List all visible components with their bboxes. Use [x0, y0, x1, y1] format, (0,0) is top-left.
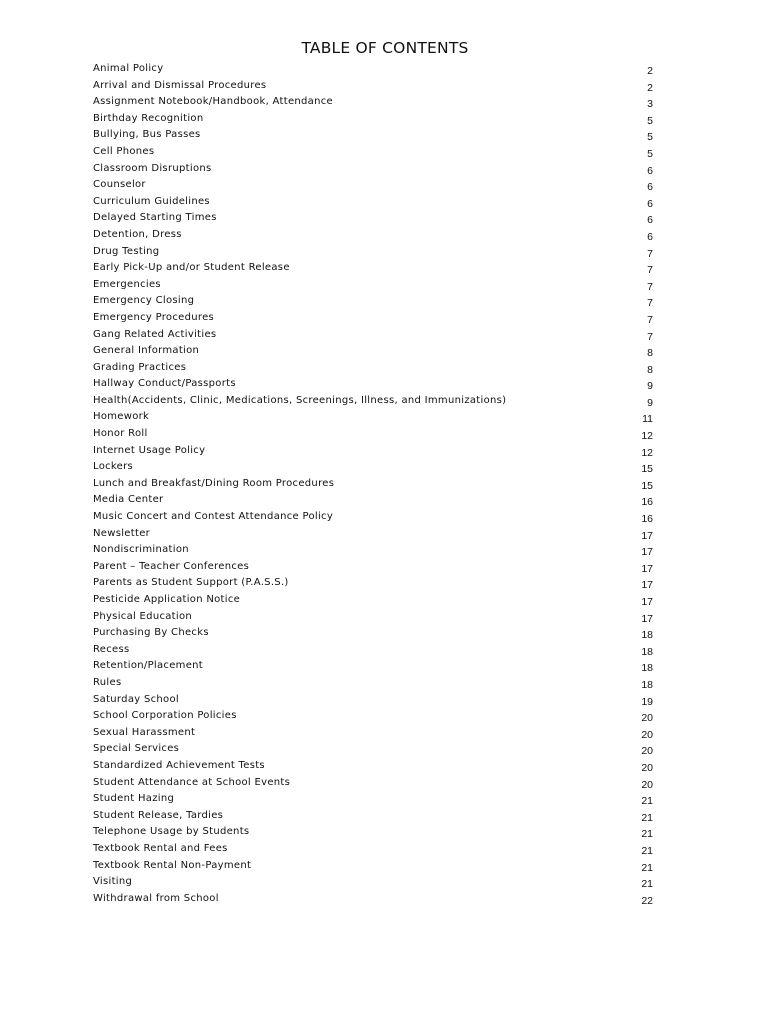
- toc-entry-label: Physical Education: [93, 610, 193, 622]
- toc-entry-label: Recess: [93, 643, 130, 655]
- toc-entry-label: Curriculum Guidelines: [93, 195, 210, 207]
- toc-entry-page-number: 6: [647, 214, 653, 227]
- toc-entry: [93, 775, 653, 792]
- toc-entry-page-number: 15: [641, 479, 653, 492]
- toc-entry-page-number: 20: [641, 778, 653, 791]
- toc-entry: [93, 293, 653, 310]
- toc-entry-label: Hallway Conduct/Passports: [93, 378, 236, 390]
- toc-entry: [93, 210, 653, 227]
- toc-entry: [93, 609, 653, 626]
- toc-entry: [93, 575, 653, 592]
- toc-entry-label: Lockers: [93, 461, 134, 473]
- toc-entry: [93, 542, 653, 559]
- toc-entry-label: Emergency Closing: [93, 295, 195, 307]
- toc-entry-page-number: 21: [641, 828, 653, 841]
- toc-entry-page-number: 6: [647, 197, 653, 210]
- toc-entry-label: Lunch and Breakfast/Dining Room Procedures: [93, 477, 335, 489]
- toc-entry: [93, 277, 653, 294]
- toc-entry-page-number: 7: [647, 280, 653, 293]
- toc-entry-page-number: 9: [647, 396, 653, 409]
- toc-entry-page-number: 16: [641, 513, 653, 526]
- toc-entry-page-number: 20: [641, 728, 653, 741]
- toc-entry-page-number: 7: [647, 264, 653, 277]
- toc-entry: [93, 459, 653, 476]
- toc-entry-label: Birthday Recognition: [93, 112, 204, 124]
- toc-entry: [93, 194, 653, 211]
- toc-entry-page-number: 8: [647, 363, 653, 376]
- toc-entry-label: Internet Usage Policy: [93, 444, 206, 456]
- toc-entry-label: General Information: [93, 345, 200, 357]
- toc-entry-label: Animal Policy: [93, 63, 164, 74]
- toc-entry-page-number: 2: [647, 81, 653, 94]
- toc-entry-page-number: 6: [647, 164, 653, 177]
- toc-entry-page-number: 3: [647, 98, 653, 111]
- toc-entry-label: Parent – Teacher Conferences: [93, 560, 250, 572]
- toc-entry-label: Textbook Rental and Fees: [93, 842, 228, 854]
- toc-entry: [93, 625, 653, 642]
- toc-entry-page-number: 7: [647, 330, 653, 343]
- toc-entry: [93, 642, 653, 659]
- toc-entry-page-number: 17: [641, 612, 653, 625]
- toc-entry-label: Honor Roll: [93, 428, 148, 440]
- toc-entry-label: Pesticide Application Notice: [93, 594, 241, 605]
- toc-entry-page-number: 5: [647, 147, 653, 160]
- toc-entry-page-number: 17: [641, 562, 653, 575]
- toc-entry-label: Emergency Procedures: [93, 311, 215, 323]
- toc-entry-label: Drug Testing: [93, 245, 160, 257]
- toc-entry-page-number: 21: [641, 878, 653, 891]
- toc-entry-page-number: 2: [647, 65, 653, 77]
- toc-entry-label: Standardized Achievement Tests: [93, 759, 265, 771]
- toc-entry-label: Music Concert and Contest Attendance Policy: [93, 511, 334, 523]
- toc-entry: [93, 177, 653, 194]
- toc-entry: [93, 476, 653, 493]
- toc-entry-page-number: 16: [641, 496, 653, 509]
- toc-entry-label: School Corporation Policies: [93, 710, 237, 722]
- toc-entry-label: Arrival and Dismissal Procedures: [93, 79, 267, 91]
- toc-entry-page-number: 11: [642, 413, 653, 426]
- toc-entry: [93, 144, 653, 161]
- toc-entry-page-number: 17: [641, 579, 653, 592]
- toc-entry-label: Homework: [93, 411, 150, 423]
- toc-entry: [93, 61, 653, 78]
- toc-entry: [93, 94, 653, 111]
- toc-entry-label: Student Attendance at School Events: [93, 776, 291, 788]
- toc-entry: [93, 244, 653, 261]
- toc-entry-page-number: 18: [641, 645, 653, 658]
- toc-entry-label: Rules: [93, 676, 122, 688]
- toc-entry-page-number: 12: [641, 430, 653, 443]
- toc-entry-label: Withdrawal from School: [93, 892, 219, 904]
- toc-entry: [93, 426, 653, 443]
- toc-entry-label: Delayed Starting Times: [93, 212, 217, 224]
- toc-entry: [93, 360, 653, 377]
- toc-entry: [93, 741, 653, 758]
- toc-entry-page-number: 17: [641, 529, 653, 542]
- toc-entry-page-number: 18: [641, 629, 653, 642]
- toc-entry: [93, 858, 653, 875]
- toc-entry: [93, 675, 653, 692]
- toc-entry: [93, 592, 653, 609]
- toc-entry: [93, 492, 653, 509]
- toc-entry-label: Sexual Harassment: [93, 726, 196, 738]
- toc-entry-page-number: 5: [647, 114, 653, 127]
- toc-entry: [93, 559, 653, 576]
- toc-entry: [93, 808, 653, 825]
- toc-entry: [93, 526, 653, 543]
- toc-entry-page-number: 21: [641, 811, 653, 824]
- toc-entry-label: Counselor: [93, 179, 146, 191]
- toc-entry-label: Detention, Dress: [93, 228, 182, 240]
- toc-entry: [93, 393, 653, 410]
- toc-entry-page-number: 19: [641, 695, 653, 708]
- toc-entry: [93, 758, 653, 775]
- toc-entry-label: Newsletter: [93, 527, 151, 539]
- toc-entry: [93, 260, 653, 277]
- toc-entry-page-number: 22: [641, 894, 653, 907]
- toc-entry-page-number: 17: [641, 596, 653, 608]
- toc-entry-label: Saturday School: [93, 693, 179, 705]
- toc-entry: [93, 824, 653, 841]
- toc-entry-label: Bullying, Bus Passes: [93, 129, 201, 141]
- toc-entry-label: Nondiscrimination: [93, 544, 189, 556]
- toc-entry-label: Textbook Rental Non-Payment: [93, 859, 252, 871]
- toc-entry: [93, 874, 653, 891]
- toc-entry-page-number: 20: [641, 745, 653, 758]
- toc-entry-page-number: 17: [641, 546, 653, 559]
- toc-entry: [93, 891, 653, 908]
- toc-entry-page-number: 6: [647, 181, 653, 194]
- toc-entry: [93, 376, 653, 393]
- page-title: TABLE OF CONTENTS: [301, 39, 469, 57]
- toc-entry: [93, 327, 653, 344]
- toc-entry-label: Visiting: [93, 876, 133, 888]
- toc-entry-label: Cell Phones: [93, 145, 155, 157]
- toc-entry-page-number: 7: [647, 247, 653, 260]
- toc-entry: [93, 227, 653, 244]
- toc-entry: [93, 310, 653, 327]
- toc-entry-page-number: 18: [641, 678, 653, 691]
- toc-entry-label: Purchasing By Checks: [93, 627, 209, 639]
- toc-entry: [93, 708, 653, 725]
- toc-entry-page-number: 9: [647, 380, 653, 393]
- toc-entry-page-number: 12: [641, 446, 653, 459]
- toc-entry-page-number: 7: [647, 313, 653, 326]
- toc-entry-label: Parents as Student Support (P.A.S.S.): [93, 577, 289, 589]
- toc-entry-page-number: 21: [641, 844, 653, 857]
- toc-entry-page-number: 21: [641, 861, 653, 874]
- toc-entry-page-number: 8: [647, 347, 653, 360]
- toc-entry-label: Retention/Placement: [93, 660, 204, 672]
- toc-entry-page-number: 18: [641, 662, 653, 675]
- toc-entry: [93, 725, 653, 742]
- toc-entry-label: Media Center: [93, 494, 164, 506]
- toc-entry-label: Early Pick-Up and/or Student Release: [93, 262, 290, 274]
- toc-entry-label: Health(Accidents, Clinic, Medications, Screenings, Illness, and Immunizations): [93, 394, 507, 406]
- toc-entry: [93, 443, 653, 460]
- toc-entry: [93, 127, 653, 144]
- table-of-contents-list: [93, 61, 653, 907]
- toc-entry-label: Assignment Notebook/Handbook, Attendance: [93, 96, 333, 108]
- toc-entry-label: Gang Related Activities: [93, 328, 217, 340]
- toc-entry: [93, 161, 653, 178]
- toc-entry-page-number: 15: [641, 463, 653, 476]
- toc-entry: [93, 111, 653, 128]
- toc-entry: [93, 509, 653, 526]
- toc-entry-page-number: 20: [641, 761, 653, 774]
- toc-entry: [93, 343, 653, 360]
- toc-entry-page-number: 21: [641, 795, 653, 808]
- toc-entry-label: Emergencies: [93, 278, 161, 290]
- toc-entry: [93, 791, 653, 808]
- toc-entry-label: Grading Practices: [93, 361, 187, 373]
- toc-entry-page-number: 6: [647, 230, 653, 243]
- toc-entry-page-number: 5: [647, 131, 653, 144]
- toc-entry-page-number: 20: [641, 712, 653, 725]
- toc-entry-label: Special Services: [93, 743, 180, 755]
- toc-entry: [93, 409, 653, 426]
- toc-entry-label: Student Release, Tardies: [93, 809, 224, 821]
- toc-entry-label: Student Hazing: [93, 793, 175, 805]
- toc-entry-page-number: 7: [647, 297, 653, 310]
- toc-entry: [93, 692, 653, 709]
- toc-entry: [93, 658, 653, 675]
- toc-entry-label: Classroom Disruptions: [93, 162, 212, 174]
- toc-entry: [93, 78, 653, 95]
- toc-entry-label: Telephone Usage by Students: [93, 826, 250, 838]
- toc-entry: [93, 841, 653, 858]
